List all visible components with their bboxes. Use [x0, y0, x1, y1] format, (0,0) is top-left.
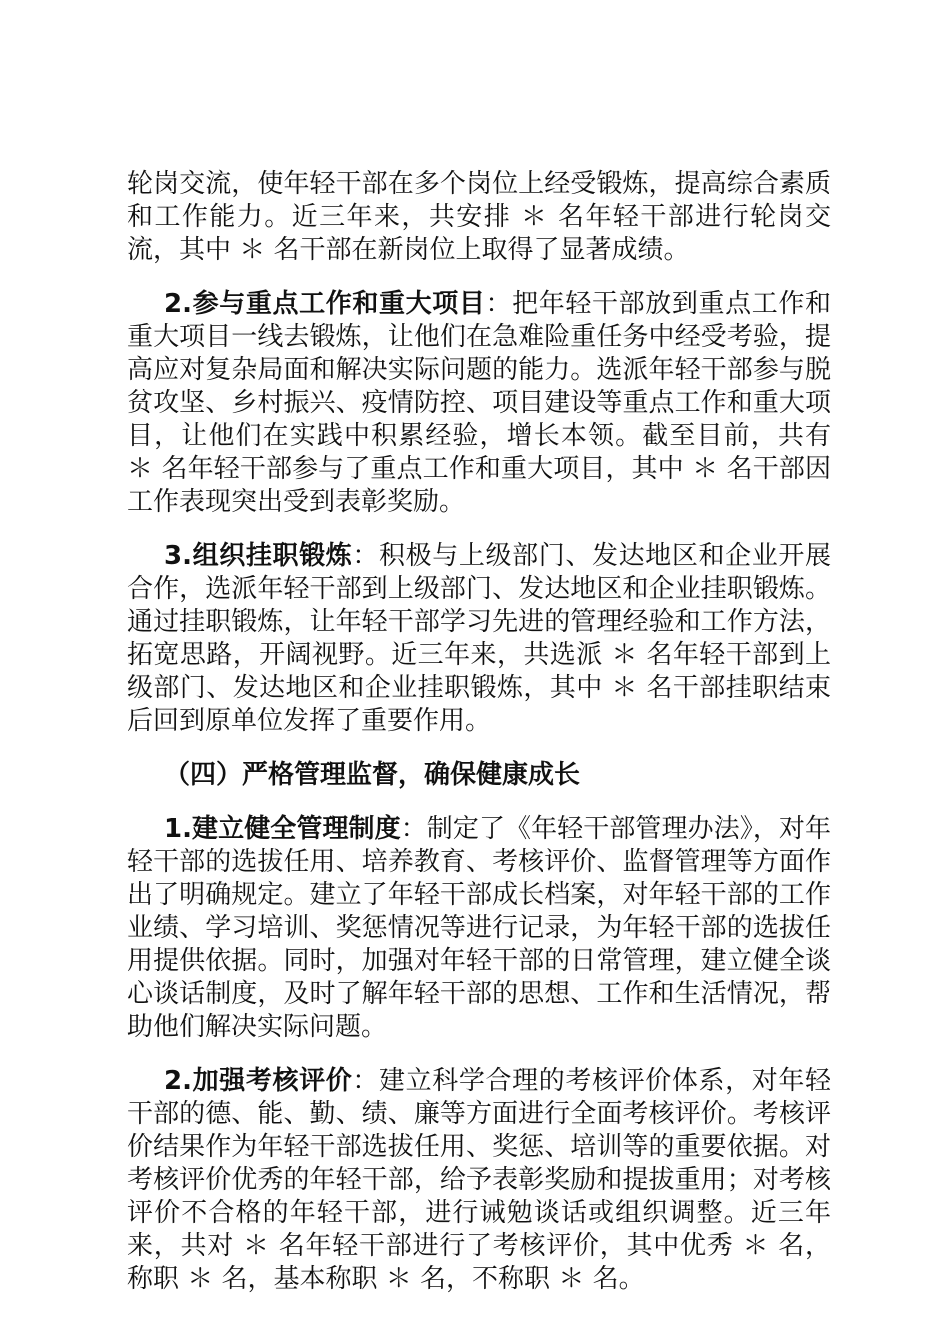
paragraph-text: ：积极与上级部门、发达地区和企业开展合作，选派年轻干部到上级部门、发达地区和企业挂职锻炼。通过挂职锻炼，让年轻干部学习先进的管理经验和工作方法，拓宽思路，开阔视野。近三年来，共选派 ＊ 名年轻干部到上级部门、发达地区和企业挂职锻炼，其中 ＊ 名干部挂职结束后回到原单位发挥了重要作用。 — [127, 541, 831, 736]
paragraph-key-projects — [127, 288, 831, 519]
paragraph-text: ：制定了《年轻干部管理办法》，对年轻干部的选拔任用、培养教育、考核评价、监督管理等方面作出了明确规定。建立了年轻干部成长档案，对年轻干部的工作业绩、学习培训、奖惩情况等进行记录，为年轻干部的选拔任用提供依据。同时，加强对年轻干部的日常管理，建立健全谈心谈话制度，及时了解年轻干部的思想、工作和生活情况，帮助他们解决实际问题。 — [127, 814, 831, 1042]
paragraph-job-rotation — [127, 168, 831, 267]
paragraph-text: 轮岗交流，使年轻干部在多个岗位上经受锻炼，提高综合素质和工作能力。近三年来，共安排 ＊ 名年轻干部进行轮岗交流，其中 ＊ 名干部在新岗位上取得了显著成绩。 — [127, 169, 831, 265]
paragraph-management-system — [127, 813, 831, 1044]
paragraph-text: ：建立科学合理的考核评价体系，对年轻干部的德、能、勤、绩、廉等方面进行全面考核评价。考核评价结果作为年轻干部选拔任用、奖惩、培训等的重要依据。对考核评价优秀的年轻干部，给予表彰奖励和提拔重用；对考核评价不合格的年轻干部，进行诫勉谈话或组织调整。近三年来，共对 ＊ 名年轻干部进行了考核评价，其中优秀 ＊ 名，称职 ＊ 名，基本称职 ＊ 名，不称职 ＊ 名。 — [127, 1066, 831, 1294]
paragraph-lead-management-system: 1.建立健全管理制度 — [164, 814, 401, 844]
paragraph-assessment — [127, 1065, 831, 1296]
paragraph-text: ：把年轻干部放到重点工作和重大项目一线去锻炼，让他们在急难险重任务中经受考验，提高应对复杂局面和解决实际问题的能力。选派年轻干部参与脱贫攻坚、乡村振兴、疫情防控、项目建设等重点工作和重大项目，让他们在实践中积累经验，增长本领。截至目前，共有 ＊ 名年轻干部参与了重点工作和重大项目，其中 ＊ 名干部因工作表现突出受到表彰奖励。 — [127, 289, 831, 517]
paragraph-lead-assessment: 2.加强考核评价 — [164, 1066, 353, 1096]
paragraph-lead-secondment: 3.组织挂职锻炼 — [164, 541, 353, 571]
paragraph-lead-key-projects: 2.参与重点工作和重大项目 — [164, 289, 486, 319]
document-page — [127, 168, 831, 1317]
paragraph-secondment — [127, 540, 831, 738]
section-heading: （四）严格管理监督，确保健康成长 — [164, 760, 581, 790]
